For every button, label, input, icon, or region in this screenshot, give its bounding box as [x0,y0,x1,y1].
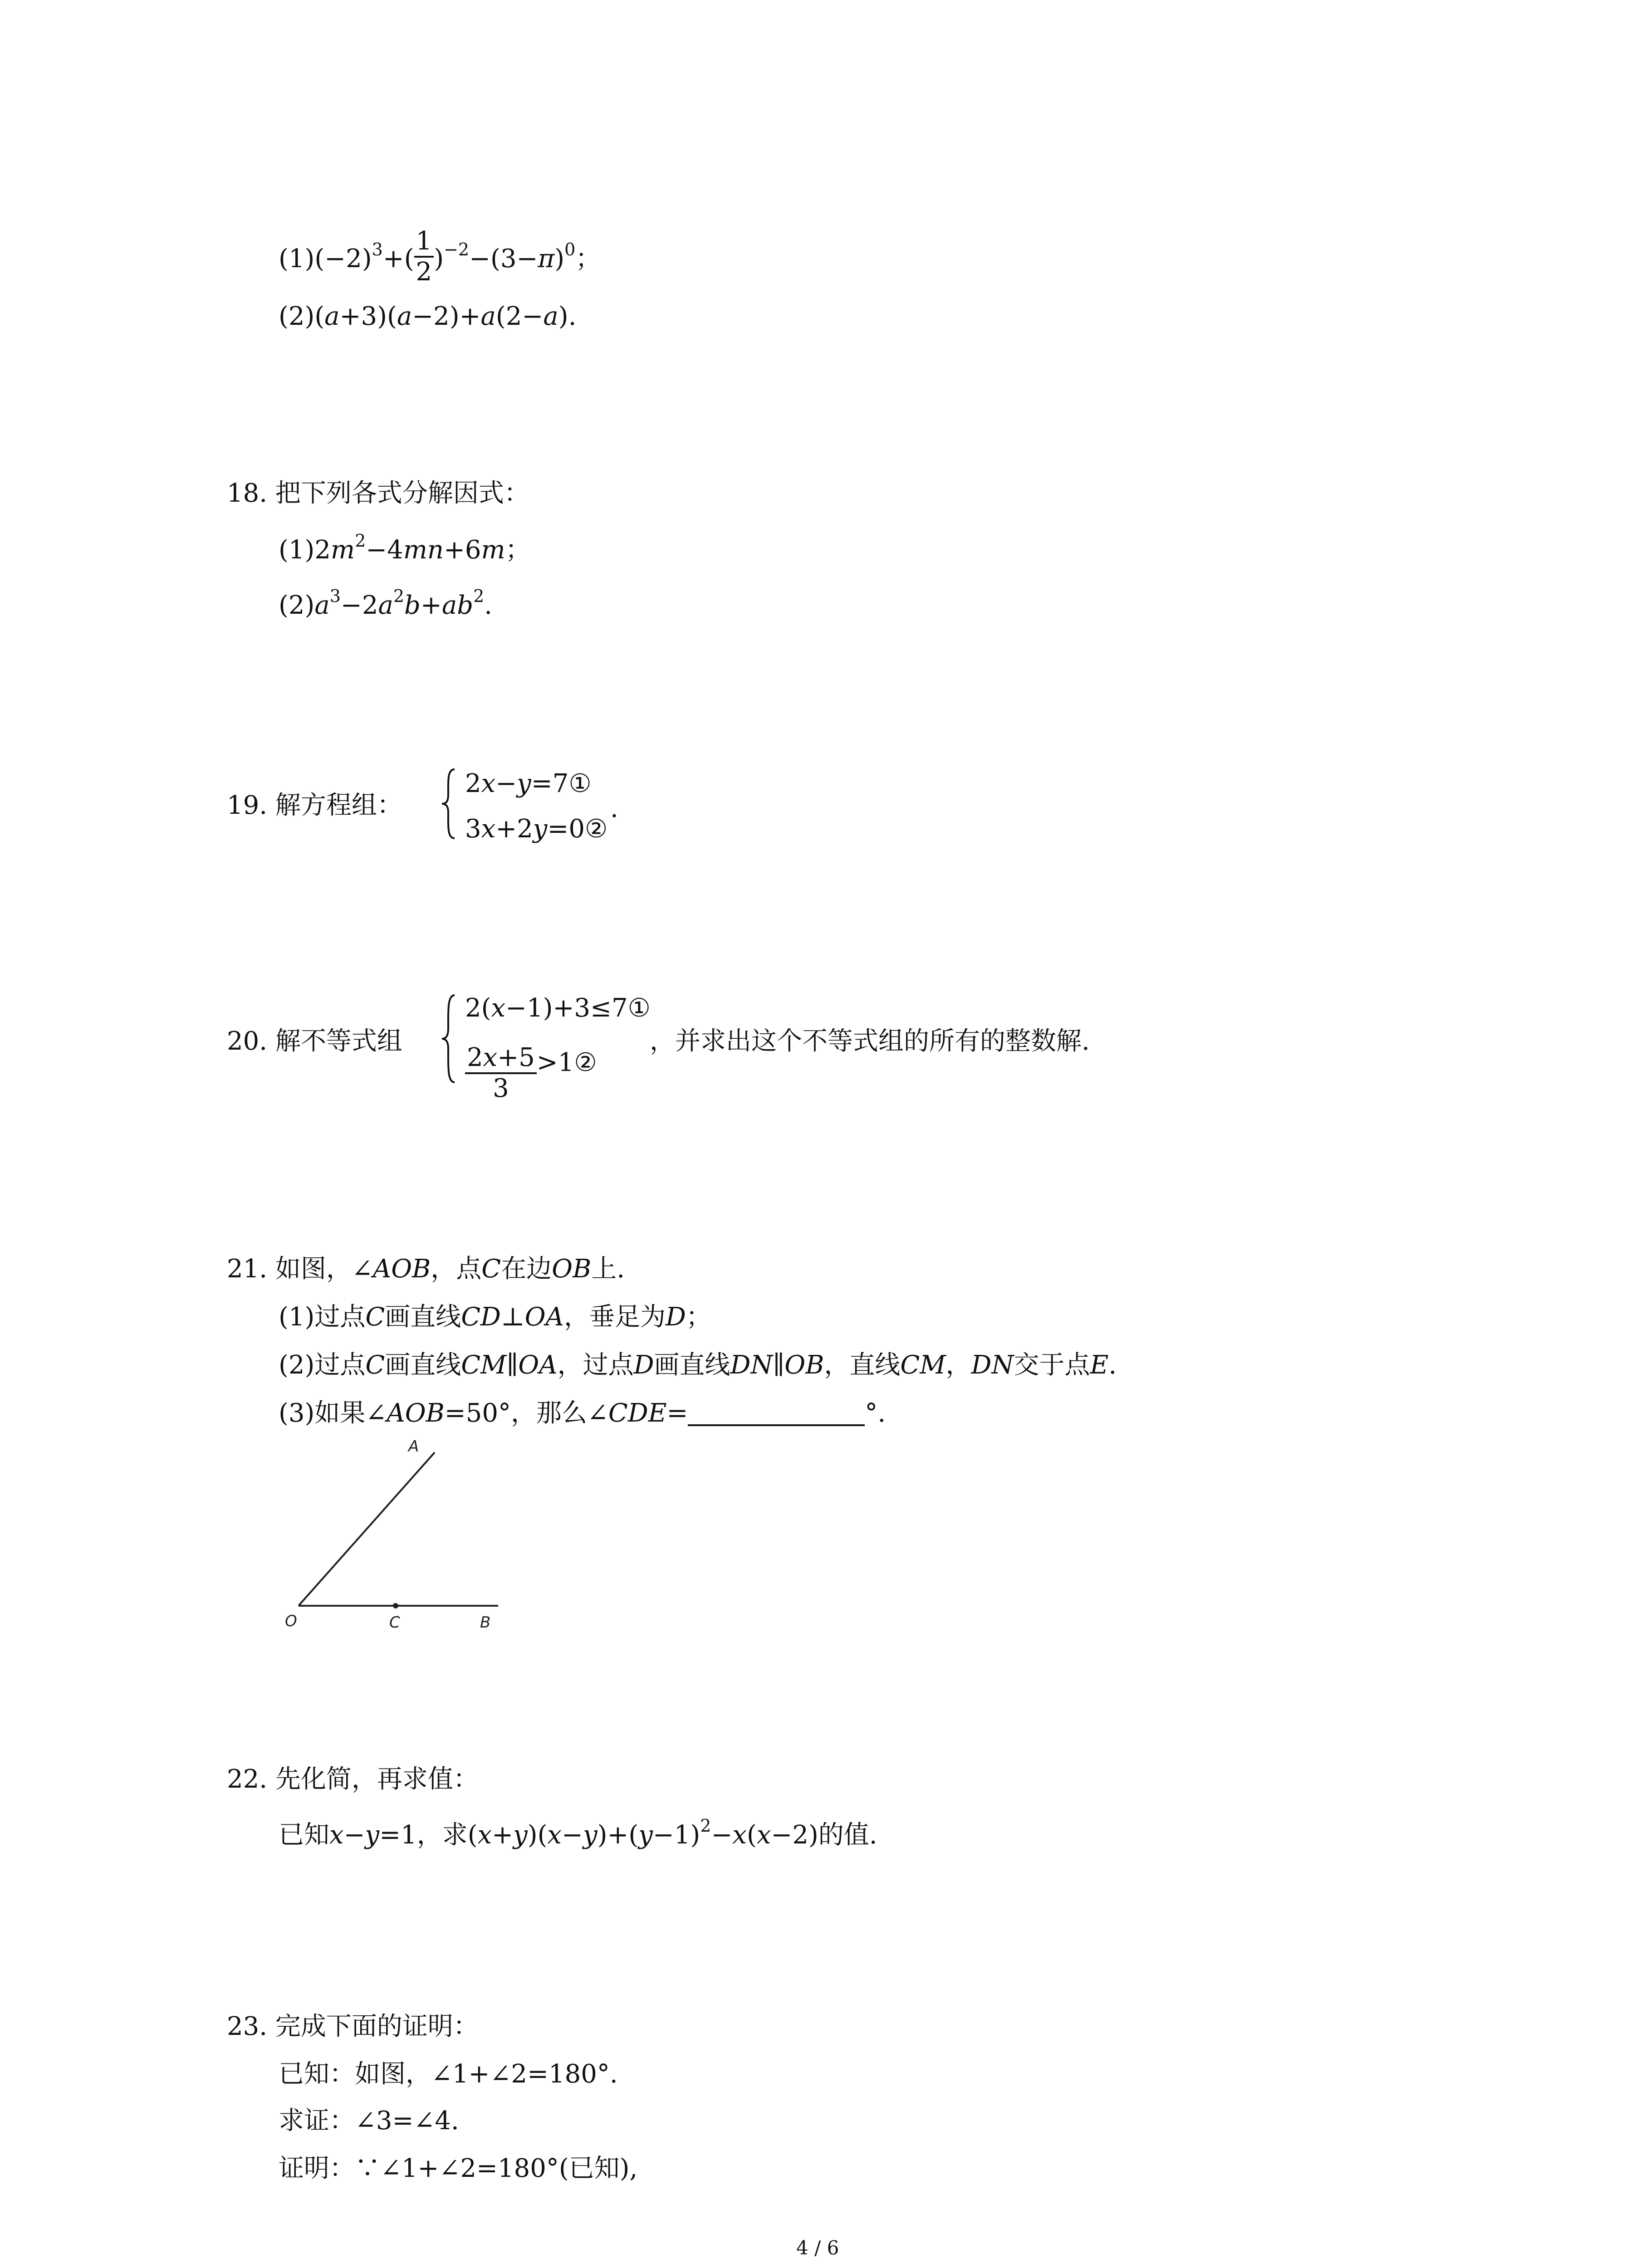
q21-line3: (2)过点C画直线CM∥OA，过点D画直线DN∥OB，直线CM，DN交于点E. [279,1350,1117,1380]
q23-given: 已知：如图，∠1+∠2=180°. [279,2059,618,2089]
q20-fraction: $\frac{2x+5}{3}$ [465,1043,537,1104]
label-c: C [389,1613,400,1632]
angle-aob-figure [272,1433,508,1633]
q20-tail: ，并求出这个不等式组的所有的整数解. [650,1026,1090,1056]
q18-title: 18. 把下列各式分解因式： [227,479,529,508]
q20-left-brace [440,993,458,1084]
q23-proof: 证明：∵∠1+∠2=180°(已知), [279,2154,638,2183]
q20-title: 20. 解不等式组 [227,1026,402,1056]
q21-line1: 21. 如图，∠AOB，点C在边OB上. [227,1254,625,1284]
q19-period: . [610,794,618,823]
label-o: O [285,1612,297,1630]
q18-part1: $(1)2m^2-4mn+6m$； [279,531,531,565]
q21-line4: (3)如果∠AOB=50°，那么∠CDE= °. [279,1398,886,1428]
q20-inequality-1: 2(x−1)+3≤7① [465,993,651,1023]
q22-title: 22. 先化简，再求值： [227,1765,479,1794]
q19-equation-2: 3x+2y=0② [465,814,608,844]
q19-title: 19. 解方程组： [227,791,402,820]
q19-left-brace [440,767,458,840]
point-c [393,1603,398,1608]
fraction-one-half: $\frac{1}{2}$ [414,227,434,287]
answer-blank[interactable] [688,1403,865,1426]
label-a: A [408,1437,419,1456]
q23-prove: 求证：∠3=∠4. [279,2106,459,2136]
q17-part2: (2)(a+3)(a−2)+a(2−a). [279,302,577,331]
label-b: B [480,1613,491,1632]
q20-inequality-2: $\frac{2x+5}{3}$ >1② [465,1034,597,1095]
q17-part1: $(1)(-2)^3+$( $\frac{1}{2}$ )$^{-2}-(3-\pi)^0$； [279,226,601,287]
q22-problem: 已知x−y=1，求$(x+y)(x-y)+(y-1)^2-x(x-2)$的值. [279,1816,877,1850]
q23-title: 23. 完成下面的证明： [227,2012,479,2041]
q19-equation-1: 2x−y=7① [465,769,592,798]
q21-line2: (1)过点C画直线CD⊥OA，垂足为D； [279,1302,711,1332]
ray-oa [299,1452,435,1606]
page-number: 4 / 6 [796,2237,839,2259]
q18-part2: $(2)a^3-2a^2b+ab^2$. [279,586,493,620]
